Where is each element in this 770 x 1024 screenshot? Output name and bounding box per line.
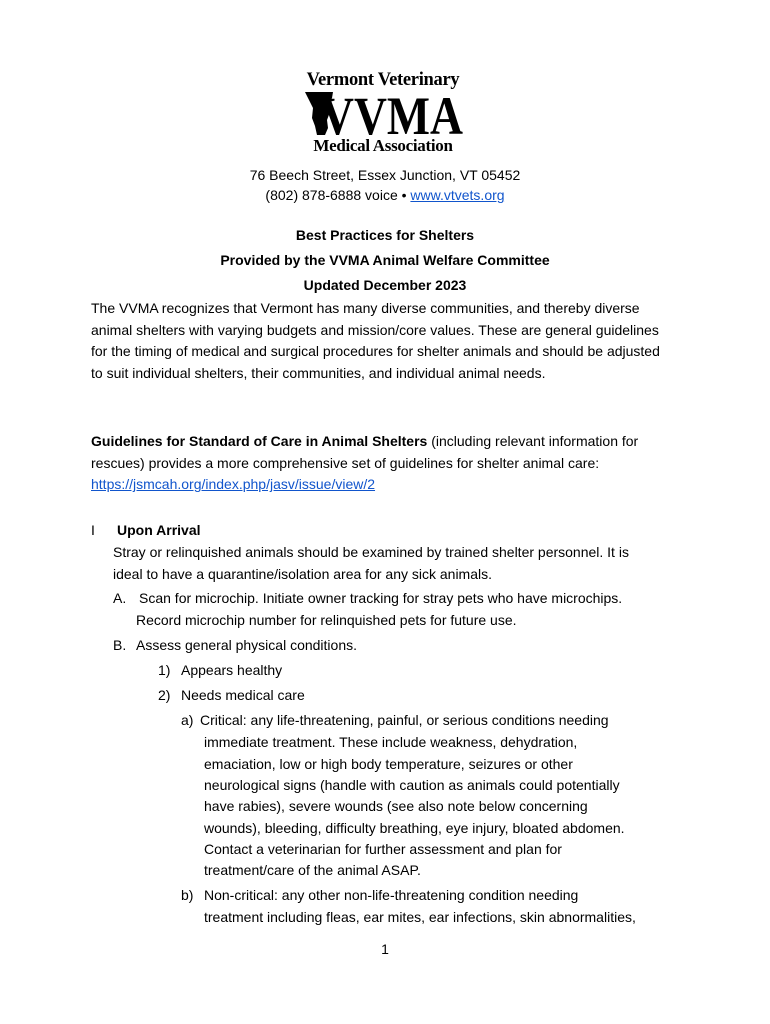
guidelines-paragraph bbox=[91, 431, 671, 496]
item-a-sub-line: Contact a veterinarian for further assessment and plan for bbox=[204, 841, 562, 857]
vvma-logo bbox=[303, 70, 463, 158]
doc-title: Best Practices for Shelters bbox=[295, 227, 475, 243]
item-a-sub-line: have rabies), severe wounds (see also note below concerning bbox=[204, 798, 588, 814]
address-contact bbox=[0, 187, 770, 203]
website-link[interactable]: www.vtvets.org bbox=[410, 187, 505, 203]
item-2-marker: 2) bbox=[158, 687, 171, 703]
item-a-sub-line: treatment/care of the animal ASAP. bbox=[204, 862, 421, 878]
logo-line-2: Medical Association bbox=[313, 136, 453, 155]
item-a-sub-line: Critical: any life-threatening, painful, or serious conditions needing bbox=[200, 712, 609, 728]
doc-updated: Updated December 2023 bbox=[303, 277, 467, 293]
page-number: 1 bbox=[381, 941, 389, 957]
item-1-marker: 1) bbox=[158, 662, 171, 678]
item-b-sub-line: treatment including fleas, ear mites, ear infections, skin abnormalities, bbox=[204, 909, 636, 925]
vvma-logo-mark bbox=[303, 90, 463, 136]
item-2-text: Needs medical care bbox=[181, 687, 305, 703]
guidelines-link[interactable]: https://jsmcah.org/index.php/jasv/issue/view/2 bbox=[91, 476, 376, 493]
section-intro-line: Stray or relinquished animals should be examined by trained shelter personnel. It is bbox=[113, 544, 629, 560]
item-a-sub-line: immediate treatment. These include weakness, dehydration, bbox=[204, 734, 578, 750]
item-b-sub-line: Non-critical: any other non-life-threatening condition needing bbox=[204, 887, 579, 903]
item-a-sub-marker: a) bbox=[181, 712, 194, 728]
guidelines-title: Guidelines for Standard of Care in Animal Shelters bbox=[91, 433, 428, 449]
item-a-text: Scan for microchip. Initiate owner tracking for stray pets who have microchips. bbox=[139, 590, 623, 606]
address-street: 76 Beech Street, Essex Junction, VT 05452 bbox=[249, 167, 521, 183]
item-a-sub-line: neurological signs (handle with caution as animals could potentially bbox=[204, 777, 620, 793]
section-numeral: I bbox=[91, 522, 95, 538]
item-a-sub-line: emaciation, low or high body temperature, seizures or other bbox=[204, 756, 573, 772]
item-a-text: Record microchip number for relinquished pets for future use. bbox=[136, 612, 517, 628]
doc-subtitle: Provided by the VVMA Animal Welfare Committee bbox=[220, 252, 550, 268]
item-a-marker: A. bbox=[113, 590, 127, 606]
item-b-marker: B. bbox=[113, 637, 127, 653]
guidelines-text: (including relevant information for rescues) provides a more comprehensive set of guidelines for shelter animal care: bbox=[91, 433, 639, 471]
intro-paragraph: The VVMA recognizes that Vermont has many diverse communities, and thereby diverse animal shelters with varying budgets and mission/core values. These are general guidelines for the timing of medical and surgical procedures for shelter animals and should be adjusted to suit individual shelters, their communities, and individual animal needs. bbox=[91, 300, 660, 382]
logo-mark-text: VVMA bbox=[321, 90, 463, 136]
section-intro-line: ideal to have a quarantine/isolation area for any sick animals. bbox=[113, 566, 492, 582]
logo-line-1: Vermont Veterinary bbox=[306, 70, 460, 90]
item-a-sub-line: wounds), bleeding, difficulty breathing, eye injury, bloated abdomen. bbox=[204, 820, 625, 836]
item-b-text: Assess general physical conditions. bbox=[136, 637, 358, 653]
item-b-sub-marker: b) bbox=[181, 887, 194, 903]
item-1-text: Appears healthy bbox=[181, 662, 283, 678]
section-heading: Upon Arrival bbox=[117, 522, 201, 538]
address-phone: (802) 878-6888 voice • bbox=[265, 187, 407, 203]
